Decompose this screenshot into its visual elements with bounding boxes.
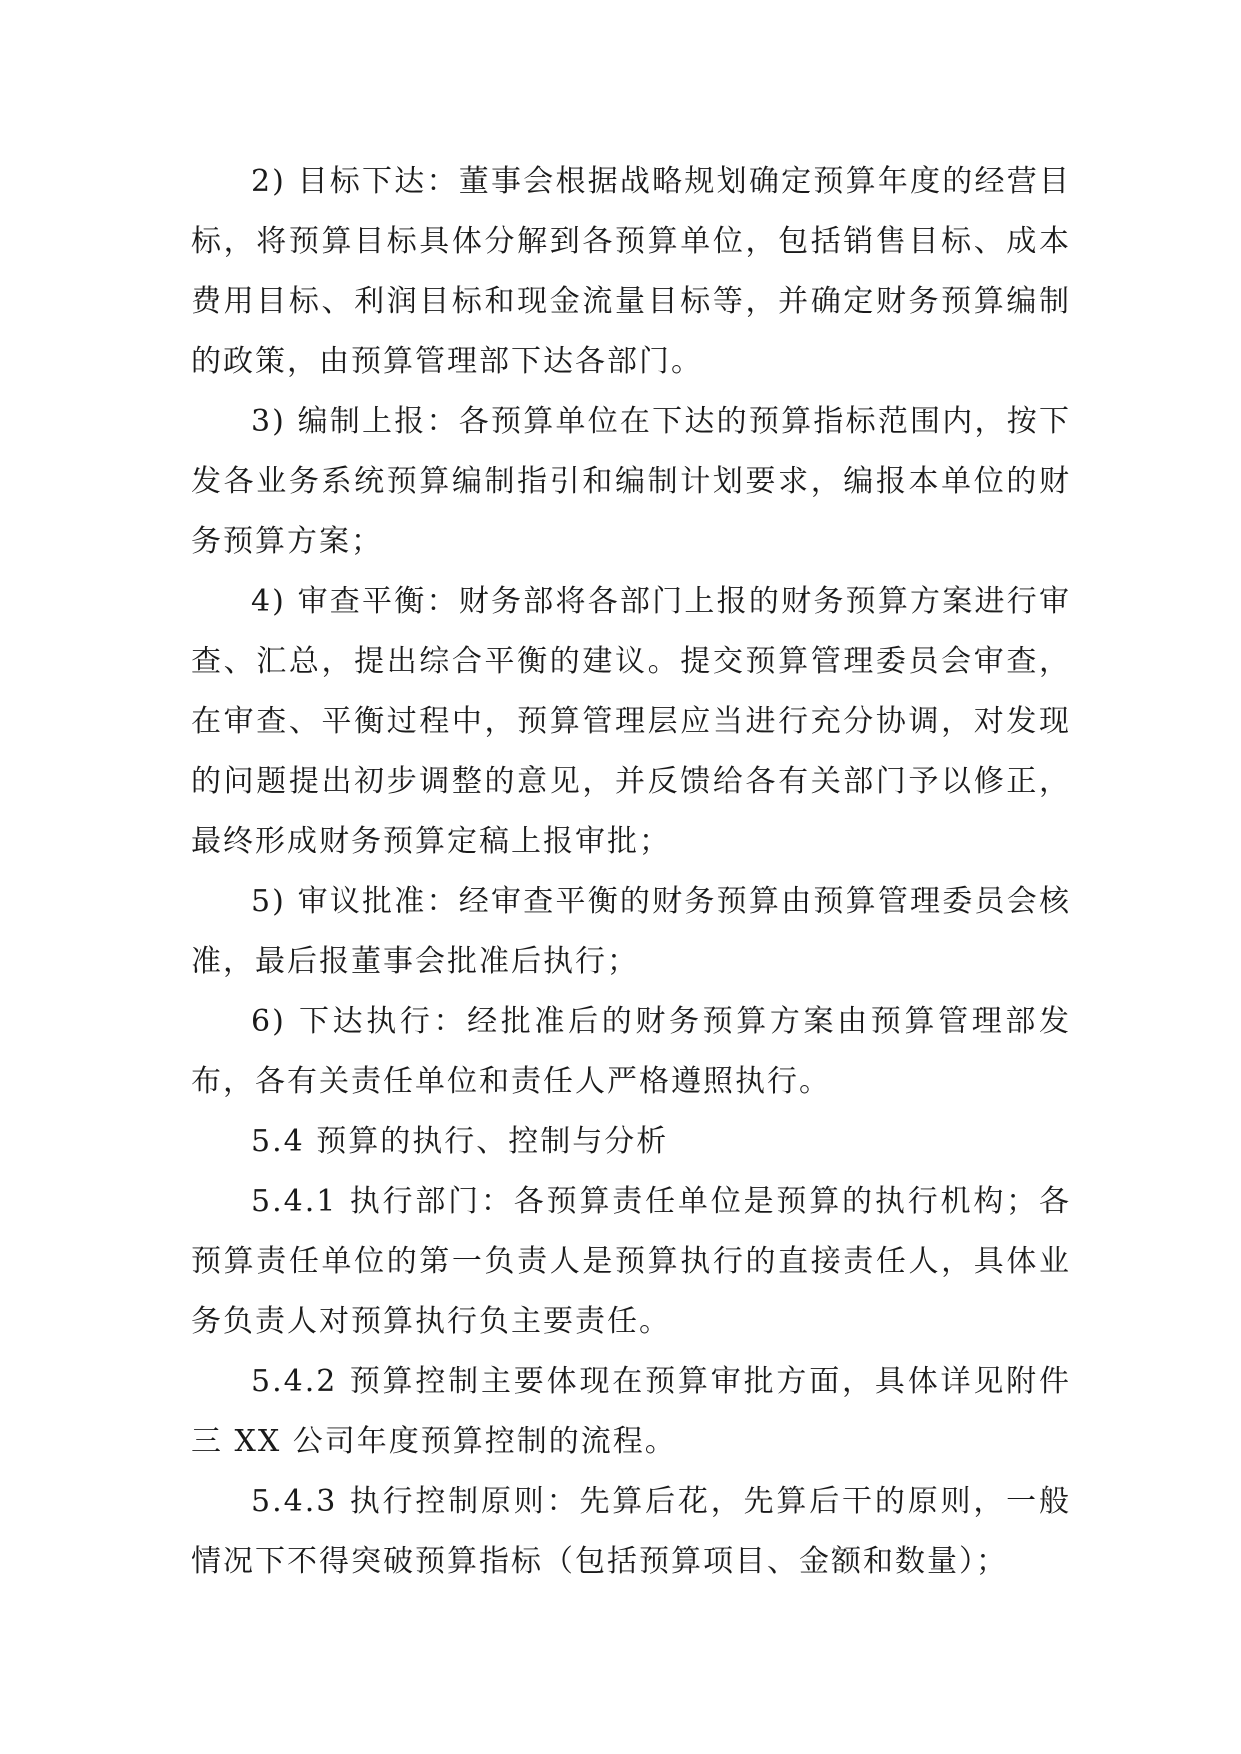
document-body (191, 152, 1071, 1592)
paragraph-5-4-3: 5.4.3 执行控制原则：先算后花，先算后干的原则，一般情况下不得突破预算指标（包括预算项目、金额和数量）； (191, 1484, 1071, 1579)
paragraph-target-assignment: 2) 目标下达：董事会根据战略规划确定预算年度的经营目标，将预算目标具体分解到各预算单位，包括销售目标、成本费用目标、利润目标和现金流量目标等，并确定财务预算编制的政策，由预算管理部下达各部门。 (191, 164, 1071, 379)
paragraph-approval: 5) 审议批准：经审查平衡的财务预算由预算管理委员会核准，最后报董事会批准后执行； (191, 884, 1071, 979)
section-heading-5-4: 5.4 预算的执行、控制与分析 (251, 1124, 669, 1159)
paragraph-5-4-2: 5.4.2 预算控制主要体现在预算审批方面，具体详见附件三 XX 公司年度预算控制的流程。 (191, 1364, 1071, 1459)
paragraph-execution-release: 6) 下达执行：经批准后的财务预算方案由预算管理部发布，各有关责任单位和责任人严格遵照执行。 (191, 1004, 1071, 1099)
paragraph-review-balance: 4) 审查平衡：财务部将各部门上报的财务预算方案进行审查、汇总，提出综合平衡的建议。提交预算管理委员会审查，在审查、平衡过程中，预算管理层应当进行充分协调，对发现的问题提出初步调整的意见，并反馈给各有关部门予以修正，最终形成财务预算定稿上报审批； (191, 584, 1071, 859)
paragraph-compile-report: 3) 编制上报：各预算单位在下达的预算指标范围内，按下发各业务系统预算编制指引和编制计划要求，编报本单位的财务预算方案； (191, 404, 1071, 559)
paragraph-5-4-1: 5.4.1 执行部门：各预算责任单位是预算的执行机构；各预算责任单位的第一负责人是预算执行的直接责任人，具体业务负责人对预算执行负主要责任。 (191, 1184, 1071, 1339)
